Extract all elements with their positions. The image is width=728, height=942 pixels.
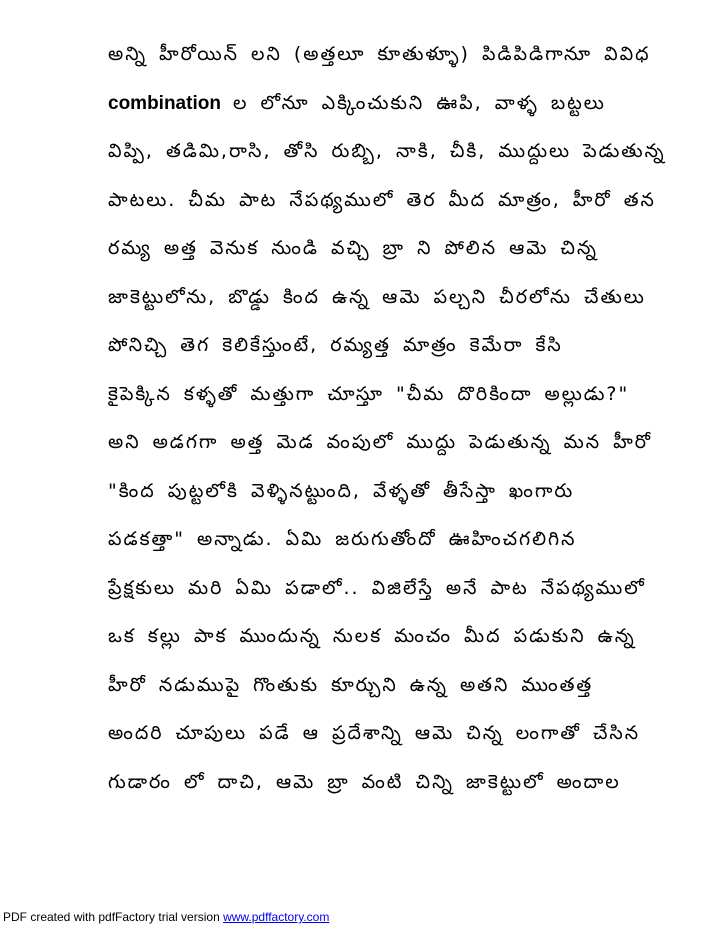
pdf-footer xyxy=(3,910,329,924)
text-line: "కింద పుట్టలోకి వెళ్ళినట్టుంది, వేళ్ళతో తీసేస్తా ఖంగారు xyxy=(108,479,575,502)
latin-word: combination xyxy=(108,92,221,114)
text-line: అన్ని హీరోయిన్ లని (అత్తలూ కూతుళ్ళూ) పిడిపిడిగానూ వివిధ xyxy=(108,43,651,65)
text-line: ఒక కల్లు పాక ముందున్న నులక మంచం మీద పడుకుని ఉన్న xyxy=(108,625,636,647)
body-text xyxy=(108,30,688,806)
text-line: రమ్య అత్త వెనుక నుండి వచ్చి బ్రా ని పోలిన ఆమె చిన్న xyxy=(108,237,598,259)
text-line xyxy=(108,79,688,128)
text-line: విప్పి, తడిమి,రాసి, తోసి రుబ్బి, నాకి, చీకి, ముద్దులు పెడుతున్న xyxy=(108,140,666,162)
footer-link[interactable]: www.pdffactory.com xyxy=(223,910,330,924)
text-line: అని అడగగా అత్త మెడ వంపులో ముద్దు పెడుతున్న మన హీరో xyxy=(108,431,652,453)
text-line: హీరో నడుముపై గొంతుకు కూర్చుని ఉన్న అతని ముంతత్త xyxy=(108,673,594,696)
text-line: పోనిచ్చి తెగ కెలికేస్తుంటే, రమ్యత్త మాత్రం కెమేరా కేసి xyxy=(108,334,563,356)
text-line: జాకెట్టులోను, బొడ్డు కింద ఉన్న ఆమె పల్చని చీరలోను చేతులు xyxy=(108,285,646,308)
text-line-rest: ల లోనూ ఎక్కించుకుని ఊపి, వాళ్ళ బట్టలు xyxy=(220,91,606,114)
text-line: గుడారం లో దాచి, ఆమె బ్రా వంటి చిన్ని జాకెట్టులో అందాల xyxy=(108,770,621,793)
footer-text: PDF created with pdfFactory trial version xyxy=(3,910,224,924)
text-line: కైపెక్కిన కళ్ళతో మత్తుగా చూస్తూ "చీమ దొరికిందా అల్లుడు?" xyxy=(108,382,630,405)
text-line: పాటలు. చీమ పాట నేపథ్యములో తెర మీద మాత్రం, హీరో తన xyxy=(108,188,656,211)
text-line: పడకత్తా" అన్నాడు. ఏమి జరుగుతోందో ఊహించగలిగిన xyxy=(108,528,577,550)
text-line: ప్రేక్షకులు మరి ఏమి పడాలో.. విజిలేస్తే అనే పాట నేపథ్యములో xyxy=(108,576,646,599)
text-line: అందరి చూపులు పడే ఆ ప్రదేశాన్ని ఆమె చిన్న లంగాతో చేసిన xyxy=(108,722,641,744)
